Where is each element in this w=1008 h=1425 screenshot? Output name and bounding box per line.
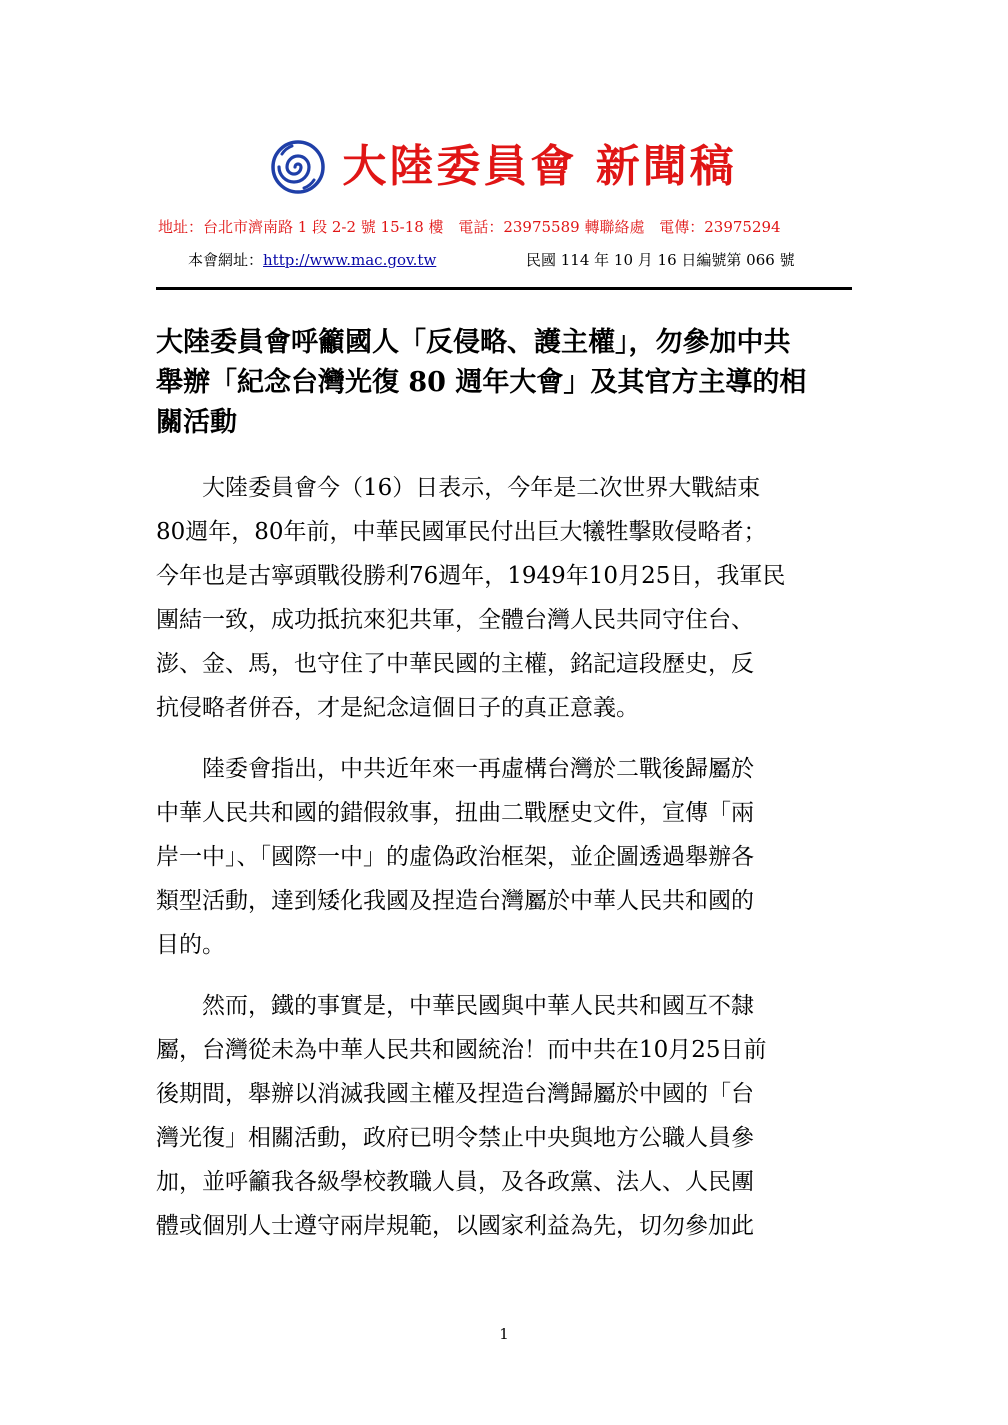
mac-swirl-logo-icon [271,140,325,194]
article-body [156,466,856,1265]
website-line [188,250,848,270]
contact-info [158,217,858,237]
text-line: 灣光復」相關活動，政府已明令禁止中央與地方公職人員參 [156,1125,754,1151]
phone-text: 電話：23975589 轉聯絡處 [458,218,645,236]
text-line: 類型活動，達到矮化我國及捏造台灣屬於中華人民共和國的 [156,888,754,914]
masthead [0,140,1008,200]
website-link[interactable]: http://www.mac.gov.tw [263,251,437,269]
text-line: 體或個別人士遵守兩岸規範，以國家利益為先，切勿參加此 [156,1213,754,1239]
text-line: 然而，鐵的事實是，中華民國與中華人民共和國互不隸 [156,993,754,1019]
text-line: 屬，台灣從未為中華人民共和國統治！而中共在10月25日前 [156,1037,767,1063]
headline-line: 舉辦「紀念台灣光復 80 週年大會」及其官方主導的相 [156,367,807,398]
release-info: 民國 114 年 10 月 16 日編號第 066 號 [526,251,795,269]
paragraph-1 [156,466,856,730]
paragraph-2 [156,747,856,967]
headline [156,323,856,443]
text-line: 抗侵略者併吞，才是紀念這個日子的真正意義。 [156,695,639,721]
text-line: 後期間，舉辦以消滅我國主權及捏造台灣歸屬於中國的「台 [156,1081,754,1107]
text-line: 中華人民共和國的錯假敘事，扭曲二戰歷史文件，宣傳「兩 [156,800,754,826]
text-line: 目的。 [156,932,225,958]
fax-text: 電傳：23975294 [659,218,781,236]
paragraph-3 [156,984,856,1248]
masthead-title: 大陸委員會 新聞稿 [342,141,737,192]
text-line: 80週年，80年前，中華民國軍民付出巨大犧牲擊敗侵略者； [156,519,767,545]
text-line: 團結一致，成功抵抗來犯共軍，全體台灣人民共同守住台、 [156,607,754,633]
text-line: 大陸委員會今（16）日表示，今年是二次世界大戰結束 [156,475,761,501]
text-line: 加，並呼籲我各級學校教職人員，及各政黨、法人、人民團 [156,1169,754,1195]
page-number: 1 [499,1325,509,1343]
text-line: 陸委會指出，中共近年來一再虛構台灣於二戰後歸屬於 [156,756,754,782]
headline-line: 關活動 [156,407,237,438]
text-line: 澎、金、馬，也守住了中華民國的主權，銘記這段歷史，反 [156,651,754,677]
header-divider [156,287,852,290]
address-text: 地址：台北市濟南路 1 段 2-2 號 15-18 樓 [158,218,444,236]
text-line: 岸一中」、「國際一中」的虛偽政治框架，並企圖透過舉辦各 [156,844,754,870]
website-label: 本會網址： [188,251,264,269]
text-line: 今年也是古寧頭戰役勝利76週年，1949年10月25日，我軍民 [156,563,786,589]
headline-line: 大陸委員會呼籲國人「反侵略、護主權」，勿參加中共 [156,327,791,358]
